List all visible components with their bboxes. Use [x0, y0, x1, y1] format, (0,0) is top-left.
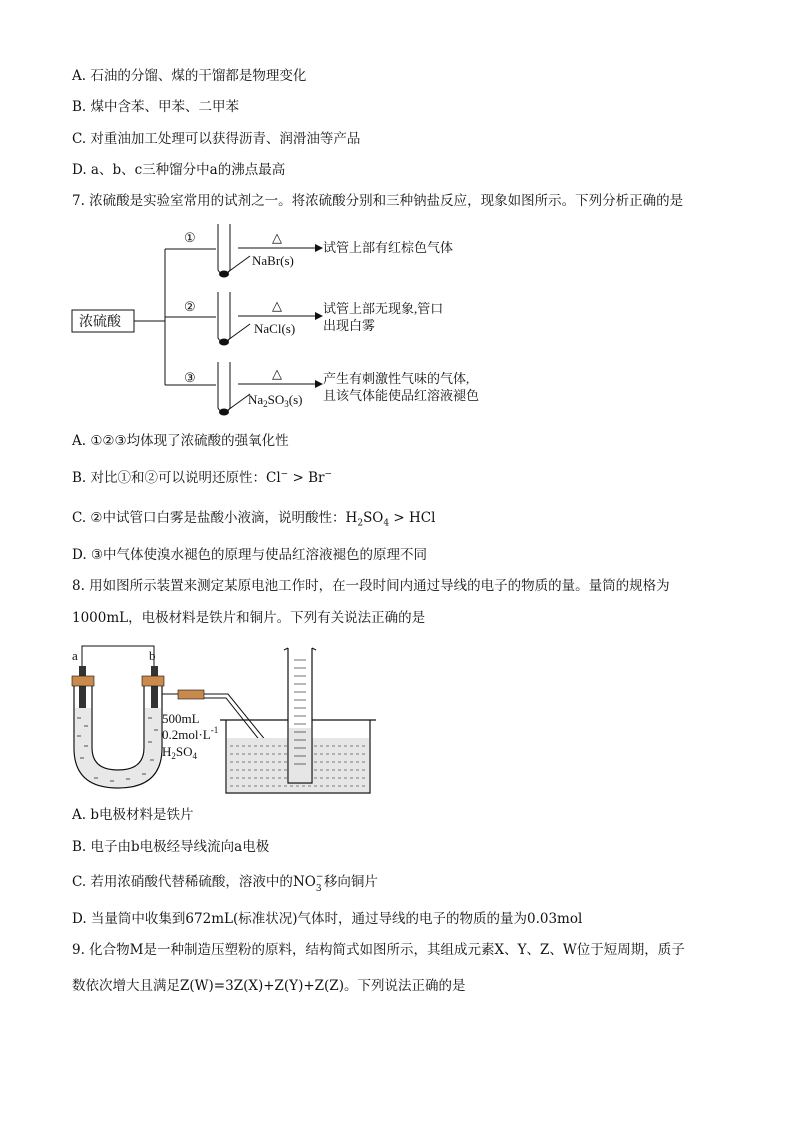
q7-stem: 7. 浓硫酸是实验室常用的试剂之一。将浓硫酸分别和三种钠盐反应，现象如图所示。下列分析正确的是 — [72, 193, 684, 209]
q8-option-b: B. 电子由b电极经导线流向a电极 — [72, 839, 270, 855]
solution-acid: $H_2SO_4$ — [162, 744, 198, 761]
q6-option-c: C. 对重油加工处理可以获得沥青、润滑油等产品 — [72, 131, 361, 147]
result-1: 试管上部有红棕色气体 — [323, 240, 454, 255]
q8-stem-line2: 1000mL，电极材料是铁片和铜片。下列有关说法正确的是 — [72, 610, 426, 626]
branch-3-number: ③ — [184, 370, 196, 385]
result-3-line1: 产生有刺激性气味的气体, — [323, 371, 470, 386]
result-2-line1: 试管上部无现象,管口 — [323, 301, 444, 316]
reagent-label: 浓硫酸 — [79, 315, 121, 330]
test-tube-2 — [218, 292, 230, 346]
q9-line1: 9. 化合物M是一种制造压塑粉的原料，结构简式如图所示，其组成元素X、Y、Z、W位于短周期，质子 — [72, 942, 685, 958]
q6-option-a: A. 石油的分馏、煤的干馏都是物理变化 — [72, 68, 307, 84]
q7-option-b: B. 对比①和②可以说明还原性：Cl− > Br− — [72, 469, 333, 486]
q7-figure — [70, 222, 530, 427]
branch-2-number: ② — [184, 299, 196, 314]
test-tube-1 — [218, 224, 230, 278]
branch-1-number: ① — [184, 230, 196, 245]
q9-line2: 数依次增大且满足Z(W)=3Z(X)+Z(Y)+Z(Z)。下列说法正确的是 — [72, 978, 466, 994]
q8-figure — [70, 638, 390, 798]
q6-option-d: D. a、b、c三种馏分中a的沸点最高 — [72, 162, 286, 178]
q8-option-a: A. b电极材料是铁片 — [72, 807, 194, 823]
heat-symbol-2: △ — [272, 298, 282, 313]
heat-symbol-3: △ — [272, 366, 282, 381]
salt-label-1: NaBr(s) — [252, 253, 294, 268]
q8-option-d: D. 当量筒中收集到672mL(标准状况)气体时，通过导线的电子的物质的量为0.03mol — [72, 911, 583, 927]
salt-label-3: $Na_2SO_3(s)$ — [248, 392, 303, 409]
q7-option-c: C. ②中试管口白雾是盐酸小液滴，说明酸性：$H_2SO_4$ > HCl — [72, 510, 436, 529]
heat-symbol-1: △ — [272, 230, 282, 245]
q8-stem-line1: 8. 用如图所示装置来测定某原电池工作时，在一段时间内通过导线的电子的物质的量。量筒的规格为 — [72, 578, 670, 594]
q8-option-c: C. 若用浓硝酸代替稀硫酸，溶液中的NO − 3 移向铜片 — [72, 872, 378, 894]
result-3-line2: 且该气体能使品红溶液褪色 — [323, 388, 480, 403]
salt-label-2: NaCl(s) — [254, 321, 296, 336]
q6-option-b: B. 煤中含苯、甲苯、二甲苯 — [72, 99, 240, 115]
result-2-line2: 出现白雾 — [323, 318, 376, 333]
solution-concentration: $0.2mol\cdot L^{-1}$ — [162, 725, 219, 742]
q7-option-d: D. ③中气体使溴水褪色的原理与使品红溶液褪色的原理不同 — [72, 547, 428, 563]
electrode-b-label: b — [149, 648, 156, 663]
electrode-a-label: a — [72, 648, 78, 663]
q7-option-a: A. ①②③均体现了浓硫酸的强氧化性 — [72, 433, 289, 449]
test-tube-3 — [218, 362, 230, 416]
solution-volume: 500mL — [162, 711, 200, 726]
